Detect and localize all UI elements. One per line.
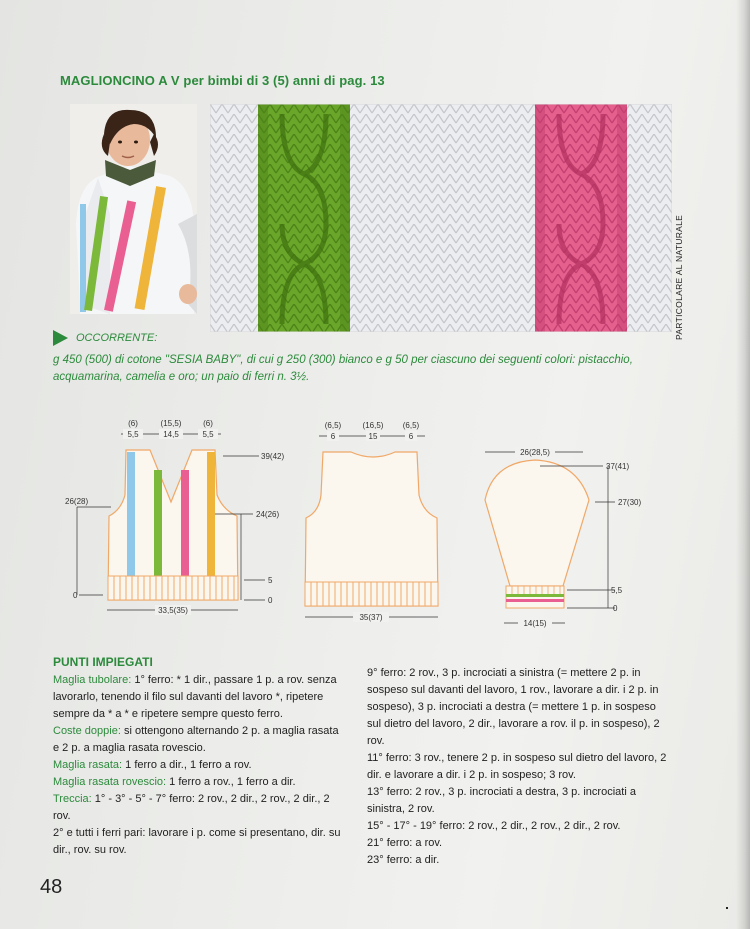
page-number: 48 (40, 876, 63, 898)
svg-text:5,5: 5,5 (127, 430, 139, 439)
svg-text:14,5: 14,5 (163, 430, 179, 439)
svg-text:5,5: 5,5 (611, 586, 623, 595)
stitch-paragraph (53, 825, 345, 859)
child-sweater-photo (70, 104, 197, 314)
knit-detail-photo (210, 104, 672, 332)
row-paragraph: 15° - 17° - 19° ferro: 2 rov., 2 dir., 2 rov., 2 dir., 2 rov. (367, 820, 621, 832)
stitch-text: si ottengono alternando 2 p. a maglia rasata e 2 p. a maglia rasata rovescio. (53, 725, 339, 754)
stitches-left-column (53, 672, 345, 859)
svg-text:(6,5): (6,5) (402, 421, 420, 430)
stitch-paragraph (53, 791, 345, 825)
stitch-text: 2° e tutti i ferri pari: lavorare i p. come si presentano, dir. su dir., rov. su rov. (53, 827, 341, 856)
svg-text:5: 5 (268, 576, 273, 585)
svg-text:6: 6 (408, 432, 414, 441)
occorrente-text: g 450 (500) di cotone "SESIA BABY", di cui g 250 (300) bianco e g 50 per ciascuno dei seguenti colori: pistacchio, acquamarina, camelia e oro; un paio di ferri n. 3½. (53, 354, 633, 383)
svg-text:33,5(35): 33,5(35) (158, 606, 188, 615)
stitch-paragraph (53, 757, 345, 774)
svg-text:(16,5): (16,5) (362, 421, 384, 430)
stitch-term: Maglia tubolare: (53, 674, 132, 686)
front-diagram (65, 419, 284, 615)
side-caption: PARTICOLARE AL NATURALE (674, 214, 684, 340)
svg-text:0: 0 (268, 596, 273, 605)
arrow-icon (53, 330, 68, 346)
stitch-text: 1 ferro a rov., 1 ferro a dir. (166, 776, 296, 788)
stitch-term: Coste doppie: (53, 725, 121, 737)
svg-text:35(37): 35(37) (359, 613, 383, 622)
page-gutter-shadow (736, 0, 750, 929)
stitch-term: Maglia rasata rovescio: (53, 776, 167, 788)
svg-text:27(30): 27(30) (618, 498, 642, 507)
svg-text:37(41): 37(41) (606, 462, 630, 471)
stitches-right-column (367, 665, 667, 869)
stitch-text: 1 ferro a dir., 1 ferro a rov. (122, 759, 252, 771)
svg-text:0: 0 (73, 591, 78, 600)
svg-text:(6,5): (6,5) (324, 421, 342, 430)
svg-text:0: 0 (613, 604, 618, 613)
svg-text:(15,5): (15,5) (160, 419, 182, 428)
stitch-term: Treccia: (53, 793, 92, 805)
occorrente-label: OCCORRENTE: (76, 332, 158, 344)
row-paragraph: 13° ferro: 2 rov., 3 p. incrociati a destra, 3 p. incrociati a sinistra, 2 rov. (367, 786, 636, 815)
pattern-title: MAGLIONCINO A V per bimbi di 3 (5) anni di pag. 13 (60, 73, 385, 88)
svg-text:24(26): 24(26) (256, 510, 280, 519)
sleeve-diagram (485, 447, 641, 628)
row-paragraph: 9° ferro: 2 rov., 3 p. incrociati a sinistra (= mettere 2 p. in sospeso sul davanti del lavoro, 1 rov., lavorare a dir. i 2 p. in sospeso), 3 p. incrociati a destra (= mettere 1 p. in sospeso sul dietro del lavoro, 2 dir., lavorare a rov. il p. in sospeso), 2 rov. (367, 667, 660, 747)
stitch-paragraph (53, 774, 345, 791)
row-paragraph: 21° ferro: a rov. (367, 837, 443, 849)
stitch-paragraph (53, 723, 345, 757)
section-title: PUNTI IMPIEGATI (53, 655, 153, 669)
row-paragraph: 11° ferro: 3 rov., tenere 2 p. in sospeso sul dietro del lavoro, 2 dir. e lavorare a dir. i 2 p. in sospeso; 3 rov. (367, 752, 667, 781)
svg-text:14(15): 14(15) (523, 619, 547, 628)
back-diagram (305, 421, 438, 622)
stitch-paragraph (53, 672, 345, 723)
stitch-term: Maglia rasata: (53, 759, 123, 771)
row-paragraph: 23° ferro: a dir. (367, 854, 440, 866)
stitch-text: 1° ferro: * 1 dir., passare 1 p. a rov. senza lavorarlo, tenendo il filo sul davanti del lavoro *, ripetere sempre da * a * e ripetere sempre questo ferro. (53, 674, 337, 720)
svg-text:(6): (6) (203, 419, 213, 428)
svg-text:5,5: 5,5 (202, 430, 214, 439)
occorrente-header (53, 330, 157, 346)
page-dot (726, 907, 728, 909)
svg-text:6: 6 (330, 432, 336, 441)
stitch-text: 1° - 3° - 5° - 7° ferro: 2 rov., 2 dir., 2 rov., 2 dir., 2 rov. (53, 793, 330, 822)
pattern-diagrams (55, 410, 695, 630)
svg-text:39(42): 39(42) (261, 452, 285, 461)
svg-text:15: 15 (368, 432, 378, 441)
svg-text:26(28,5): 26(28,5) (520, 448, 550, 457)
svg-text:(6): (6) (128, 419, 138, 428)
svg-text:26(28): 26(28) (65, 497, 89, 506)
